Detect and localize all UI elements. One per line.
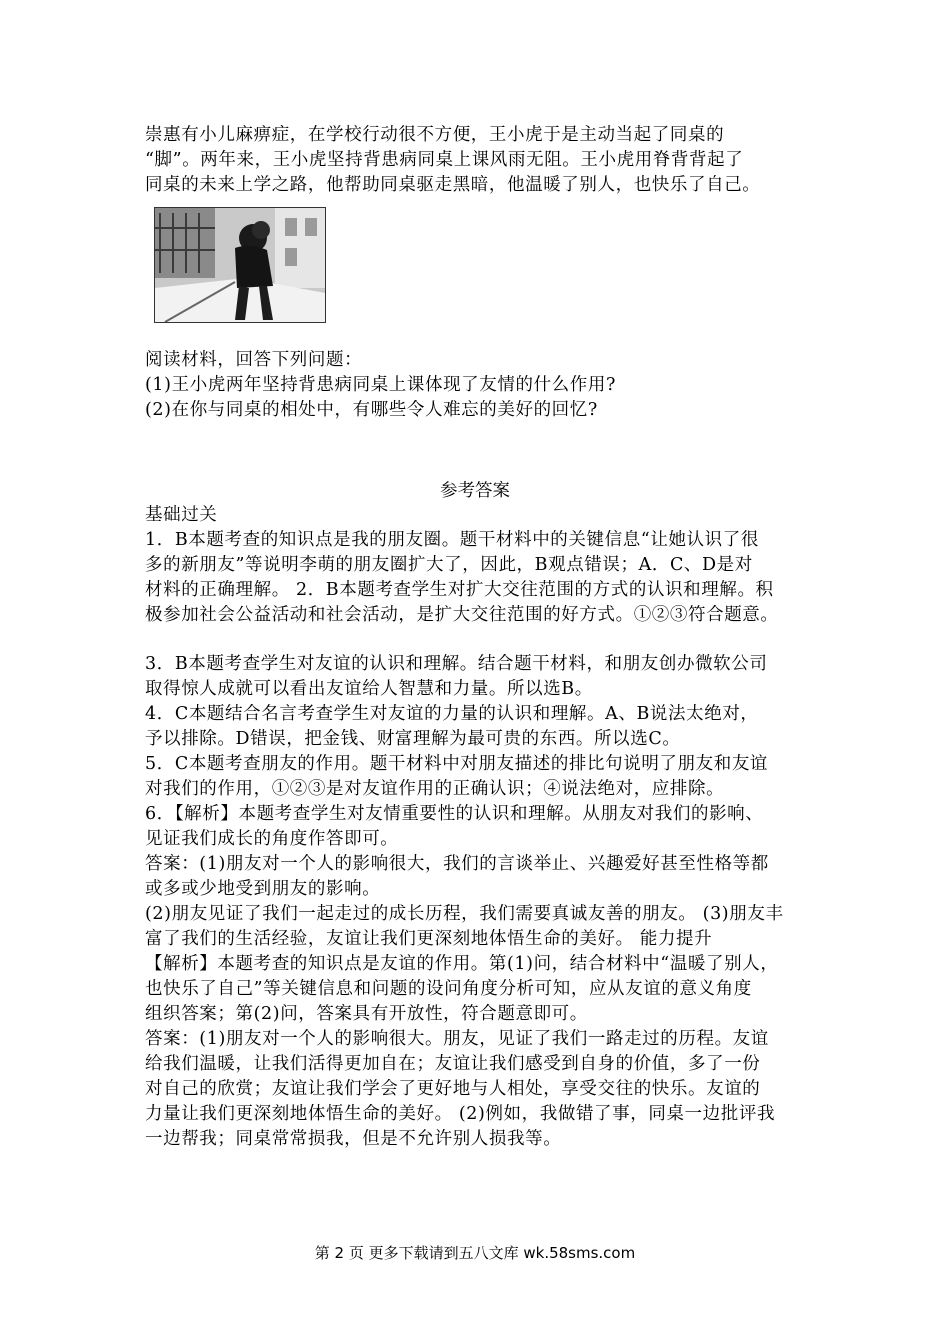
answer-line: 力量让我们更深刻地体悟生命的美好。 (2)例如，我做错了事，同桌一边批评我 [145, 1104, 776, 1124]
story-paragraph [145, 123, 815, 198]
answer-line: 富了我们的生活经验，友谊让我们更深刻地体悟生命的美好。 能力提升 [145, 929, 713, 949]
answer-line: 【解析】本题考查的知识点是友谊的作用。第(1)问，结合材料中“温暖了别人， [145, 954, 779, 974]
answer-line: 或多或少地受到朋友的影响。 [145, 879, 381, 899]
answer-line: 多的新朋友”等说明李萌的朋友圈扩大了，因此，B观点错误；A．C、D是对 [145, 555, 753, 575]
story-photo [154, 207, 326, 323]
answer-line: 取得惊人成就可以看出友谊给人智慧和力量。所以选B。 [145, 679, 593, 699]
answer-line: 极参加社会公益活动和社会活动，是扩大交往范围的好方式。①②③符合题意。 [145, 605, 779, 625]
answer-line: 也快乐了自己”等关键信息和问题的设问角度分析可知，应从友谊的意义角度 [145, 979, 752, 999]
questions-intro: 阅读材料，回答下列问题： [145, 350, 363, 370]
answers-block-2 [145, 652, 815, 1152]
answer-line: 予以排除。D错误，把金钱、财富理解为最可贵的东西。所以选C。 [145, 729, 681, 749]
answer-line: 对我们的作用，①②③是对友谊作用的正确认识；④说法绝对，应排除。 [145, 779, 725, 799]
questions-block [145, 348, 815, 423]
story-line: 同桌的未来上学之路，他帮助同桌驱走黑暗，他温暖了别人，也快乐了自己。 [145, 175, 761, 195]
answer-line: 答案：(1)朋友对一个人的影响很大，我们的言谈举止、兴趣爱好甚至性格等都 [145, 854, 769, 874]
answer-line: 4．C本题结合名言考查学生对友谊的力量的认识和理解。A、B说法太绝对， [145, 704, 759, 724]
answers-title: 参考答案 [440, 481, 510, 501]
page-footer: 第 2 页 更多下载请到五八文库 wk.58sms.com [314, 1244, 636, 1262]
answer-line: 对自己的欣赏；友谊让我们学会了更好地与人相处，享受交往的快乐。友谊的 [145, 1079, 761, 1099]
answer-line: 材料的正确理解。 2．B本题考查学生对扩大交往范围的方式的认识和理解。积 [145, 580, 774, 600]
answer-line: (2)朋友见证了我们一起走过的成长历程，我们需要真诚友善的朋友。 (3)朋友丰 [145, 904, 784, 924]
answer-line: 见证我们成长的角度作答即可。 [145, 829, 399, 849]
answers-block-1 [145, 503, 815, 628]
answer-line: 组织答案；第(2)问，答案具有开放性，符合题意即可。 [145, 1004, 588, 1024]
answer-line: 3．B本题考查学生对友谊的认识和理解。结合题干材料，和朋友创办微软公司 [145, 654, 768, 674]
answer-line: 一边帮我；同桌常常损我，但是不允许别人损我等。 [145, 1129, 562, 1149]
answer-line: 5．C本题考查朋友的作用。题干材料中对朋友描述的排比句说明了朋友和友谊 [145, 754, 769, 774]
answer-line: 答案：(1)朋友对一个人的影响很大。朋友，见证了我们一路走过的历程。友谊 [145, 1029, 769, 1049]
question-item: (2)在你与同桌的相处中，有哪些令人难忘的美好的回忆? [145, 400, 598, 420]
answer-line: 基础过关 [145, 505, 218, 525]
story-line: “脚”。两年来，王小虎坚持背患病同桌上课风雨无阻。王小虎用脊背背起了 [145, 150, 744, 170]
answer-line: 6．【解析】本题考查学生对友情重要性的认识和理解。从朋友对我们的影响、 [145, 804, 764, 824]
story-line: 崇惠有小儿麻痹症，在学校行动很不方便，王小虎于是主动当起了同桌的 [145, 125, 725, 145]
answer-line: 给我们温暖，让我们活得更加自在；友谊让我们感受到自身的价值，多了一份 [145, 1054, 761, 1074]
answer-line: 1．B本题考查的知识点是我的朋友圈。题干材料中的关键信息“让她认识了很 [145, 530, 759, 550]
question-item: (1)王小虎两年坚持背患病同桌上课体现了友情的什么作用? [145, 375, 616, 395]
